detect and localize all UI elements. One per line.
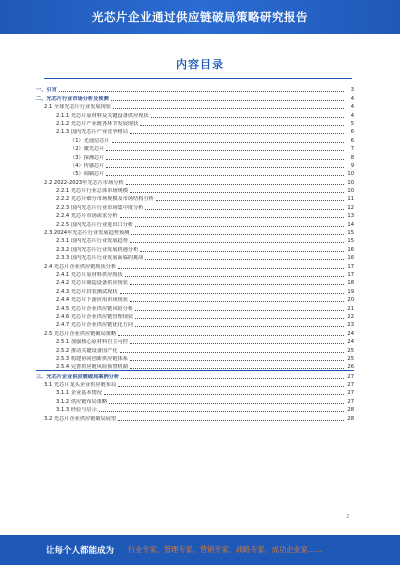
toc-leader-dots bbox=[106, 175, 344, 176]
toc-leader-dots bbox=[140, 125, 344, 126]
toc-entry[interactable] bbox=[36, 202, 354, 210]
toc-entry-page: 8 bbox=[350, 154, 354, 161]
toc-entry[interactable] bbox=[36, 219, 354, 227]
toc-leader-dots bbox=[130, 368, 344, 369]
toc-entry-page: 20 bbox=[347, 297, 354, 304]
toc-entry-page: 21 bbox=[347, 305, 354, 312]
toc-entry[interactable] bbox=[36, 186, 354, 194]
toc-entry[interactable] bbox=[36, 211, 354, 219]
toc-entry[interactable] bbox=[36, 295, 354, 303]
toc-entry-label: 2.3.2 国内光芯片行业发展机遇分析 bbox=[56, 246, 139, 253]
toc-entry[interactable] bbox=[36, 135, 354, 143]
toc-entry-page: 5 bbox=[350, 120, 354, 127]
toc-leader-dots bbox=[106, 150, 344, 151]
report-title: 光芯片企业通过供应链破局策略研究报告 bbox=[92, 10, 308, 24]
toc-entry-label: 2.1.1 光芯片原材料及关键设备供应现状 bbox=[56, 112, 149, 119]
toc-leader-dots bbox=[130, 360, 344, 361]
toc-entry-label: 3.2 光芯片企业供应链破局展望 bbox=[44, 415, 117, 422]
footer-band bbox=[0, 535, 400, 565]
toc-entry-label: 2.5.3 构建协同创新供应链体系 bbox=[56, 355, 128, 362]
toc-entry-label: 3.1.1 企业基本情况 bbox=[56, 390, 102, 397]
toc-entry-page: 27 bbox=[347, 382, 354, 389]
toc-entry-page: 22 bbox=[347, 313, 354, 320]
toc-leader-dots bbox=[130, 284, 344, 285]
toc-entry-label: 3.1.3 经验与启示 bbox=[56, 407, 97, 414]
toc-leader-dots bbox=[156, 200, 344, 201]
footer-slogan: 让每个人都能成为 bbox=[46, 546, 115, 556]
toc-entry-label: 一、引言 bbox=[36, 87, 57, 94]
toc-entry[interactable] bbox=[36, 169, 354, 177]
toc-entry-label: 2.4.1 光芯片原材料供应现状 bbox=[56, 271, 123, 278]
toc-entry-label: 2.2.4 光芯片市场需求分析 bbox=[56, 213, 118, 220]
toc-entry-label: 2.5.4 完善供应链风险预警机制 bbox=[56, 364, 128, 371]
toc-leader-dots bbox=[125, 276, 344, 277]
toc-entry-page: 6 bbox=[350, 137, 354, 144]
toc-entry-page: 9 bbox=[350, 162, 354, 169]
toc-entry-page: 16 bbox=[347, 246, 354, 253]
toc-leader-dots bbox=[111, 100, 344, 101]
toc-leader-dots bbox=[120, 217, 344, 218]
toc-leader-dots bbox=[135, 318, 344, 319]
toc-entry[interactable] bbox=[36, 85, 354, 93]
toc-entry[interactable] bbox=[36, 371, 354, 379]
toc-entry-label: 2.2.3 国内光芯片行业市场集中度分析 bbox=[56, 204, 144, 211]
toc-entry[interactable] bbox=[36, 303, 354, 311]
toc-entry-label: （4）传感芯片 bbox=[70, 162, 105, 169]
toc-entry-label: 2.4.7 光芯片企业供应链优化方向 bbox=[56, 322, 134, 329]
toc-entry-page: 4 bbox=[350, 112, 354, 119]
toc-entry[interactable] bbox=[36, 312, 354, 320]
toc-leader-dots bbox=[120, 352, 344, 353]
toc-entry[interactable] bbox=[36, 194, 354, 202]
toc-entry-page: 16 bbox=[347, 255, 354, 262]
toc-entry-page: 23 bbox=[347, 322, 354, 329]
toc-entry-label: 2.2.5 国内光芯片行业进出口分析 bbox=[56, 221, 134, 228]
toc-leader-dots bbox=[106, 159, 344, 160]
toc-entry-page: 27 bbox=[347, 398, 354, 405]
toc-entry-page: 17 bbox=[347, 271, 354, 278]
toc-entry[interactable] bbox=[36, 413, 354, 421]
toc-leader-dots bbox=[121, 378, 344, 379]
toc-entry-label: 2.1.3 国内光芯片产业竞争格局 bbox=[56, 129, 128, 136]
toc-entry[interactable] bbox=[36, 345, 354, 353]
toc-leader-dots bbox=[135, 226, 344, 227]
toc-entry-label: 2.5 光芯片企业供应链破局策略 bbox=[44, 330, 117, 337]
toc-entry[interactable] bbox=[36, 396, 354, 404]
toc-entry-label: （1）光通信芯片 bbox=[70, 137, 110, 144]
toc-entry[interactable] bbox=[36, 102, 354, 110]
toc-entry-label: 3.1.2 供应链布局策略 bbox=[56, 398, 108, 405]
toc-entry[interactable] bbox=[36, 261, 354, 269]
toc-entry-label: 二、光芯片行业市场分析及预测 bbox=[36, 95, 109, 102]
toc-leader-dots bbox=[130, 192, 344, 193]
toc-entry[interactable] bbox=[36, 177, 354, 185]
toc-leader-dots bbox=[113, 108, 344, 109]
toc-entry[interactable] bbox=[36, 144, 354, 152]
toc-entry[interactable] bbox=[36, 228, 354, 236]
toc-leader-dots bbox=[109, 403, 344, 404]
toc-entry[interactable] bbox=[36, 380, 354, 388]
toc-entry-page: 15 bbox=[347, 238, 354, 245]
toc-entry-label: 2.3 2024年光芯片行业发展趋势预测 bbox=[44, 230, 130, 237]
toc-leader-dots bbox=[118, 386, 344, 387]
toc-entry[interactable] bbox=[36, 253, 354, 261]
toc-entry-page: 27 bbox=[347, 390, 354, 397]
toc-entry-label: 3.1 光芯片龙头企业供应链布局 bbox=[44, 382, 117, 389]
toc-entry-page: 13 bbox=[347, 213, 354, 220]
toc-entry[interactable] bbox=[36, 354, 354, 362]
toc-entry-page: 10 bbox=[347, 179, 354, 186]
toc-entry-page: 25 bbox=[347, 347, 354, 354]
toc-entry-label: 2.1.2 光芯片产业链各环节发展现状 bbox=[56, 120, 139, 127]
toc-leader-dots bbox=[118, 268, 344, 269]
toc-entry[interactable] bbox=[36, 161, 354, 169]
toc-entry-page: 7 bbox=[350, 146, 354, 153]
toc-entry-label: （5）调制芯片 bbox=[70, 171, 105, 178]
toc-entry[interactable] bbox=[36, 362, 354, 370]
toc-entry-label: 2.4.3 光芯片封装测试现状 bbox=[56, 288, 118, 295]
toc-entry[interactable] bbox=[36, 337, 354, 345]
table-of-contents bbox=[36, 85, 354, 422]
toc-entry[interactable] bbox=[36, 236, 354, 244]
toc-entry-label: 2.4.6 光芯片企业供应链管理现状 bbox=[56, 313, 134, 320]
toc-leader-dots bbox=[106, 167, 344, 168]
toc-entry-label: 2.2 2022-2023年光芯片市场分析 bbox=[44, 179, 124, 186]
toc-entry[interactable] bbox=[36, 110, 354, 118]
toc-entry-page: 25 bbox=[347, 355, 354, 362]
toc-entry-label: 2.1 全球光芯片行业发展现状 bbox=[44, 104, 111, 111]
toc-entry-label: 2.4.5 光芯片企业供应链风险分析 bbox=[56, 305, 134, 312]
toc-leader-dots bbox=[130, 343, 344, 344]
toc-leader-dots bbox=[59, 91, 344, 92]
toc-entry-label: 2.4 光芯片企业供应链现状分析 bbox=[44, 263, 117, 270]
toc-entry-page: 4 bbox=[350, 104, 354, 111]
toc-entry-page: 28 bbox=[347, 407, 354, 414]
toc-entry-label: 2.2.1 光芯片行业总体市场规模 bbox=[56, 188, 128, 195]
toc-title-rule bbox=[44, 78, 352, 79]
toc-leader-dots bbox=[99, 411, 344, 412]
toc-leader-dots bbox=[131, 234, 344, 235]
toc-entry-label: 2.3.1 国内光芯片行业发展趋势 bbox=[56, 238, 128, 245]
page-number: 2 bbox=[346, 514, 350, 520]
toc-entry[interactable] bbox=[36, 270, 354, 278]
toc-leader-dots bbox=[135, 326, 344, 327]
toc-entry[interactable] bbox=[36, 278, 354, 286]
toc-entry-page: 24 bbox=[347, 339, 354, 346]
toc-entry[interactable] bbox=[36, 93, 354, 101]
toc-leader-dots bbox=[140, 251, 344, 252]
toc-entry-page: 11 bbox=[347, 196, 354, 203]
toc-entry-label: 2.2.2 光芯片细分市场规模及市场结构分析 bbox=[56, 196, 154, 203]
toc-entry[interactable] bbox=[36, 127, 354, 135]
toc-entry[interactable] bbox=[36, 328, 354, 336]
toc-entry-label: 2.4.4 光芯片下游应用市场现状 bbox=[56, 297, 128, 304]
toc-entry-page: 24 bbox=[347, 330, 354, 337]
toc-leader-dots bbox=[112, 142, 344, 143]
toc-entry[interactable] bbox=[36, 388, 354, 396]
toc-entry-page: 15 bbox=[347, 230, 354, 237]
toc-entry-label: （2）激光芯片 bbox=[70, 146, 105, 153]
toc-entry[interactable] bbox=[36, 119, 354, 127]
toc-entry-page: 27 bbox=[347, 373, 354, 380]
toc-entry-page: 28 bbox=[347, 415, 354, 422]
toc-leader-dots bbox=[151, 117, 344, 118]
toc-entry-page: 3 bbox=[350, 87, 354, 94]
toc-entry-page: 26 bbox=[347, 364, 354, 371]
header-band bbox=[0, 0, 400, 34]
toc-title: 内容目录 bbox=[176, 58, 224, 71]
toc-entry-label: 2.5.2 推动关键设备国产化 bbox=[56, 347, 118, 354]
toc-entry-page: 4 bbox=[350, 95, 354, 102]
toc-leader-dots bbox=[135, 310, 344, 311]
toc-entry-label: 2.5.1 加强核心原材料自主可控 bbox=[56, 339, 128, 346]
toc-entry-label: 三、光芯片企业供应链破局案例分析 bbox=[36, 373, 120, 380]
toc-entry-page: 10 bbox=[347, 171, 354, 178]
toc-entry-page: 10 bbox=[347, 188, 354, 195]
toc-leader-dots bbox=[130, 133, 344, 134]
footer-tagline: 行业专家、管理专家、营销专家、战略专家、成功企业家…… bbox=[128, 545, 323, 554]
toc-entry[interactable] bbox=[36, 405, 354, 413]
toc-leader-dots bbox=[120, 293, 344, 294]
toc-leader-dots bbox=[118, 335, 344, 336]
toc-leader-dots bbox=[130, 301, 344, 302]
toc-entry-page: 12 bbox=[347, 204, 354, 211]
toc-entry[interactable] bbox=[36, 286, 354, 294]
toc-entry[interactable] bbox=[36, 152, 354, 160]
toc-entry-page: 14 bbox=[347, 221, 354, 228]
toc-leader-dots bbox=[104, 394, 344, 395]
toc-entry[interactable] bbox=[36, 244, 354, 252]
toc-leader-dots bbox=[145, 209, 344, 210]
toc-entry[interactable] bbox=[36, 320, 354, 328]
toc-leader-dots bbox=[126, 184, 344, 185]
toc-leader-dots bbox=[130, 242, 344, 243]
toc-entry-label: （3）探测芯片 bbox=[70, 154, 105, 161]
toc-entry-label: 2.4.2 光芯片制造设备供应现状 bbox=[56, 280, 128, 287]
toc-leader-dots bbox=[145, 259, 344, 260]
toc-entry-page: 6 bbox=[350, 129, 354, 136]
toc-leader-dots bbox=[118, 420, 344, 421]
toc-entry-page: 17 bbox=[347, 263, 354, 270]
toc-entry-page: 18 bbox=[347, 280, 354, 287]
toc-entry-page: 19 bbox=[347, 288, 354, 295]
toc-entry-label: 2.3.3 国内光芯片行业发展面临的挑战 bbox=[56, 255, 144, 262]
